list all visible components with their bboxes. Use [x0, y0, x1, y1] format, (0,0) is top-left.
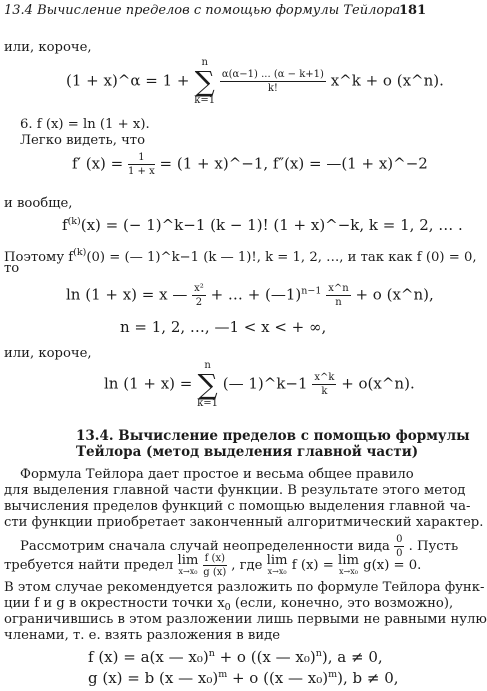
page-number: 181	[399, 3, 427, 18]
text-line: или, короче,	[4, 346, 92, 361]
fraction: $\frac{\alpha(\alpha-1) ... (\alpha - k+1)}{k!}$	[221, 69, 324, 94]
formula-first-second-derivative: f′ (x) = $\frac{1}{1 + x}$ = (1 + x)^−1, f″(x) = —(1 + x)^−2	[72, 152, 428, 177]
paragraph-line: сти функции приобретает законченный алгоритмический характер.	[4, 515, 484, 530]
text-line: то	[4, 261, 20, 276]
section-heading: Тейлора (метод выделения главной части)	[76, 444, 419, 460]
fraction: $\frac{\text{x²}}{2}$	[194, 283, 204, 308]
fraction: $\frac{x\^{}n}{n}$	[328, 283, 349, 308]
sum-symbol: n ∑ k=1	[194, 57, 216, 106]
text-line: и вообще,	[4, 196, 73, 211]
paragraph-line: Формула Тейлора дает простое и весьма общее правило	[20, 467, 414, 482]
limit: lim x→x₀	[266, 552, 288, 576]
formula-log-series: ln (1 + x) = x — $\frac{\text{x²}}{2}$ + … + (—1)$^{n-1}$ $\frac{x\^{}n}{n}$ + o (x^n),	[66, 283, 434, 308]
limit: lim x→x₀	[338, 552, 359, 576]
text-line: Легко видеть, что	[20, 133, 146, 148]
item-number: 6. f (x) = ln (1 + x).	[20, 117, 150, 132]
limit: lim x→x₀	[177, 552, 199, 576]
sum-symbol: n ∑ k=1	[197, 360, 218, 409]
paragraph-line: членами, т. е. взять разложения в виде	[4, 628, 281, 643]
formula-expansion-g: g (x) = b (x — x₀)$^m$ + o ((x — x₀)$^m$), b ≠ 0,	[88, 669, 399, 687]
formula-binomial-series: (1 + x)^α = 1 + n ∑ k=1 $\frac{\alpha(\alpha-1) ... (\alpha - k+1)}{k!}$ x^k + o (x^n).	[66, 57, 444, 106]
paragraph-line: ции f и g в окрестности точки $x_0$ (если, конечно, это возможно),	[4, 596, 454, 613]
paragraph-line: для выделения главной части функции. В результате этого метод	[4, 483, 466, 498]
section-heading: 13.4. Вычисление пределов с помощью формулы	[76, 428, 470, 444]
formula-range: n = 1, 2, …, —1 < x < + ∞,	[120, 318, 327, 336]
running-header: 13.4 Вычисление пределов с помощью формулы Тейлора	[4, 3, 401, 18]
fraction: $\frac{f (x)}{g (x)}$	[203, 553, 227, 578]
text-line: Поэтому $f^{(k)}(0)$ = (— 1)^k−1 (k — 1)!, k = 1, 2, …, и так как f (0) = 0,	[4, 247, 477, 265]
paragraph-line: В этом случае рекомендуется разложить по формуле Тейлора функ-	[4, 580, 485, 595]
fraction: $\frac{1}{1 + x}$	[128, 152, 155, 177]
formula-kth-derivative: $f^{(k)}(x)$ = (− 1)^k−1 (k − 1)! (1 + x)^−k, k = 1, 2, … .	[62, 216, 463, 234]
formula-log-sum: ln (1 + x) = n ∑ k=1 (— 1)^k−1 $\frac{x\^{}k}{k}$ + o(x^n).	[104, 360, 415, 409]
fraction: $\frac{0}{0}$	[396, 534, 403, 559]
fraction: $\frac{x\^{}k}{k}$	[314, 372, 335, 397]
paragraph-line: требуется найти предел lim x→x₀ $\frac{f (x)}{g (x)}$ , где lim x→x₀ f (x) = lim x→x₀ g(x) = 0.	[4, 552, 422, 578]
paragraph-line: ограничившись в этом разложении лишь первыми не равными нулю	[4, 612, 487, 627]
paragraph-line: Рассмотрим сначала случай неопределенности вида $\frac{0}{0}$ . Пусть	[20, 534, 459, 559]
text-line: или, короче,	[4, 40, 92, 55]
formula-expansion-f: f (x) = a(x — x₀)$^n$ + o ((x — x₀)$^n$), a ≠ 0,	[88, 648, 383, 666]
paragraph-line: вычисления пределов функций с помощью выделения главной ча-	[4, 499, 471, 514]
